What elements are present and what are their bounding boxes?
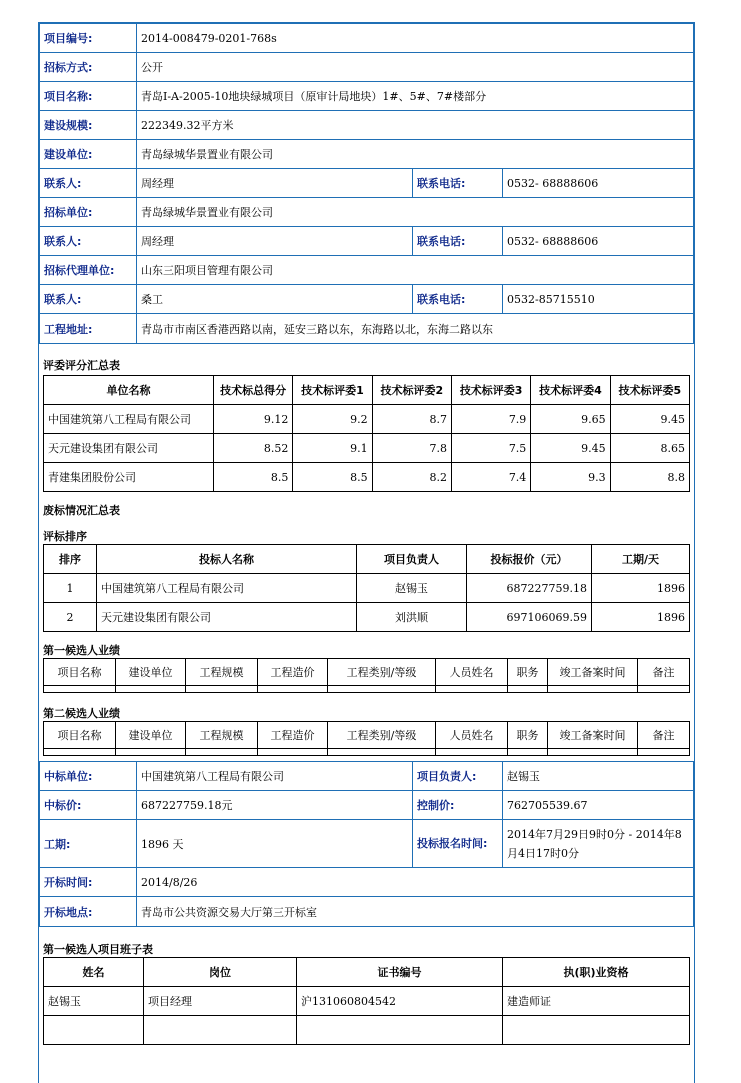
ranking-cell: 刘洪顺	[357, 603, 467, 632]
score-header: 技术标评委1	[293, 376, 372, 405]
score-cell: 9.1	[293, 434, 372, 463]
score-cell: 7.4	[451, 463, 530, 492]
contact-label: 联系人:	[40, 227, 137, 256]
winner-table	[39, 761, 694, 927]
ranking-cell: 天元建设集团有限公司	[97, 603, 357, 632]
score-cell: 8.7	[372, 405, 451, 434]
score-cell: 9.45	[531, 434, 610, 463]
team-cell: 项目经理	[144, 987, 297, 1016]
winner-unit: 中国建筑第八工程局有限公司	[137, 762, 413, 791]
page-frame	[38, 22, 695, 1083]
score-summary-title: 评委评分汇总表	[43, 359, 120, 372]
ranking-header: 项目负责人	[357, 545, 467, 574]
open-place: 青岛市公共资源交易大厅第三开标室	[137, 897, 694, 927]
team-cell: 赵锡玉	[44, 987, 144, 1016]
ranking-cell: 2	[44, 603, 97, 632]
team-cell	[503, 1016, 690, 1045]
ranking-cell: 赵锡玉	[357, 574, 467, 603]
score-cell: 天元建设集团有限公司	[44, 434, 214, 463]
score-cell: 8.5	[293, 463, 372, 492]
team-table	[43, 957, 690, 1045]
perf1-header: 工程类别/等级	[328, 659, 436, 686]
score-header: 技术标评委2	[372, 376, 451, 405]
ranking-header: 排序	[44, 545, 97, 574]
bid-method-label: 招标方式:	[40, 53, 137, 82]
control-price: 762705539.67	[503, 791, 694, 820]
perf2-header: 竣工备案时间	[548, 722, 638, 749]
project-name: 青岛I-A-2005-10地块绿城项目（原审计局地块）1#、5#、7#楼部分	[137, 82, 694, 111]
win-price-label: 中标价:	[40, 791, 137, 820]
perf2-header: 职务	[508, 722, 548, 749]
score-header: 技术标总得分	[214, 376, 293, 405]
score-row	[44, 463, 690, 492]
team-row	[44, 987, 690, 1016]
ranking-cell: 中国建筑第八工程局有限公司	[97, 574, 357, 603]
leader: 赵锡玉	[503, 762, 694, 791]
score-cell: 7.9	[451, 405, 530, 434]
build-scale: 222349.32平方米	[137, 111, 694, 140]
score-cell: 青建集团股份公司	[44, 463, 214, 492]
perf1-header: 竣工备案时间	[548, 659, 638, 686]
ranking-cell: 1896	[592, 603, 690, 632]
ranking-title: 评标排序	[43, 530, 87, 543]
team-header: 姓名	[44, 958, 144, 987]
team-cell	[44, 1016, 144, 1045]
ranking-cell: 687227759.18	[467, 574, 592, 603]
waste-summary-title: 废标情况汇总表	[43, 504, 120, 517]
perf1-header: 工程造价	[258, 659, 328, 686]
score-cell: 9.65	[531, 405, 610, 434]
address-label: 工程地址:	[40, 314, 137, 344]
ranking-table	[43, 544, 690, 632]
score-cell: 7.8	[372, 434, 451, 463]
team-header: 执(职)业资格	[503, 958, 690, 987]
team-header: 岗位	[144, 958, 297, 987]
bid-method: 公开	[137, 53, 694, 82]
ranking-row	[44, 603, 690, 632]
contact-name: 周经理	[137, 227, 413, 256]
perf2-header: 工程造价	[258, 722, 328, 749]
win-price: 687227759.18元	[137, 791, 413, 820]
score-cell: 9.3	[531, 463, 610, 492]
perf1-header: 职务	[508, 659, 548, 686]
perf1-header: 建设单位	[116, 659, 186, 686]
perf2-header: 备注	[638, 722, 690, 749]
phone-label: 联系电话:	[413, 227, 503, 256]
ranking-row	[44, 574, 690, 603]
contact-name: 周经理	[137, 169, 413, 198]
team-cell	[297, 1016, 503, 1045]
perf2-table	[43, 721, 690, 756]
tenderer: 青岛绿城华景置业有限公司	[137, 198, 694, 227]
perf1-header: 备注	[638, 659, 690, 686]
phone: 0532- 68888606	[503, 169, 694, 198]
open-time-label: 开标时间:	[40, 868, 137, 897]
perf1-table	[43, 658, 690, 693]
signup-time: 2014年7月29日9时0分 - 2014年8月4日17时0分	[503, 820, 694, 868]
team-row	[44, 1016, 690, 1045]
team-cell	[144, 1016, 297, 1045]
project-info-table	[39, 23, 694, 344]
project-name-label: 项目名称:	[40, 82, 137, 111]
score-row	[44, 434, 690, 463]
ranking-header: 工期/天	[592, 545, 690, 574]
ranking-cell: 1896	[592, 574, 690, 603]
phone-label: 联系电话:	[413, 169, 503, 198]
signup-time-label: 投标报名时间:	[413, 820, 503, 868]
open-place-label: 开标地点:	[40, 897, 137, 927]
leader-label: 项目负责人:	[413, 762, 503, 791]
perf2-header: 工程规模	[186, 722, 258, 749]
score-header: 技术标评委3	[451, 376, 530, 405]
ranking-header: 投标报价（元）	[467, 545, 592, 574]
score-summary-table	[43, 375, 690, 492]
control-price-label: 控制价:	[413, 791, 503, 820]
score-cell: 9.12	[214, 405, 293, 434]
score-cell: 8.65	[610, 434, 689, 463]
ranking-header: 投标人名称	[97, 545, 357, 574]
builder-label: 建设单位:	[40, 140, 137, 169]
team-header: 证书编号	[297, 958, 503, 987]
phone: 0532- 68888606	[503, 227, 694, 256]
period: 1896 天	[137, 820, 413, 868]
perf1-title: 第一候选人业绩	[43, 644, 120, 657]
open-time: 2014/8/26	[137, 868, 694, 897]
perf1-header: 项目名称	[44, 659, 116, 686]
perf2-title: 第二候选人业绩	[43, 707, 120, 720]
perf2-header: 人员姓名	[436, 722, 508, 749]
score-cell: 8.5	[214, 463, 293, 492]
score-cell: 9.2	[293, 405, 372, 434]
project-code-label: 项目编号:	[40, 24, 137, 53]
score-header: 技术标评委4	[531, 376, 610, 405]
team-cell: 建造师证	[503, 987, 690, 1016]
perf2-header: 项目名称	[44, 722, 116, 749]
ranking-cell: 1	[44, 574, 97, 603]
tenderer-label: 招标单位:	[40, 198, 137, 227]
build-scale-label: 建设规模:	[40, 111, 137, 140]
score-row	[44, 405, 690, 434]
team-title: 第一候选人项目班子表	[43, 943, 153, 956]
contact-label: 联系人:	[40, 169, 137, 198]
score-header: 技术标评委5	[610, 376, 689, 405]
agent: 山东三阳项目管理有限公司	[137, 256, 694, 285]
score-cell: 8.2	[372, 463, 451, 492]
phone: 0532-85715510	[503, 285, 694, 314]
contact-label: 联系人:	[40, 285, 137, 314]
score-cell: 中国建筑第八工程局有限公司	[44, 405, 214, 434]
project-code: 2014-008479-0201-768s	[137, 24, 694, 53]
period-label: 工期:	[40, 820, 137, 868]
agent-label: 招标代理单位:	[40, 256, 137, 285]
perf1-header: 工程规模	[186, 659, 258, 686]
score-cell: 8.8	[610, 463, 689, 492]
perf2-header: 工程类别/等级	[328, 722, 436, 749]
score-cell: 9.45	[610, 405, 689, 434]
phone-label: 联系电话:	[413, 285, 503, 314]
score-cell: 7.5	[451, 434, 530, 463]
team-cell: 沪131060804542	[297, 987, 503, 1016]
ranking-cell: 697106069.59	[467, 603, 592, 632]
contact-name: 桑工	[137, 285, 413, 314]
address: 青岛市市南区香港西路以南，延安三路以东，东海路以北，东海二路以东	[137, 314, 694, 344]
score-header: 单位名称	[44, 376, 214, 405]
builder: 青岛绿城华景置业有限公司	[137, 140, 694, 169]
score-cell: 8.52	[214, 434, 293, 463]
perf1-header: 人员姓名	[436, 659, 508, 686]
winner-unit-label: 中标单位:	[40, 762, 137, 791]
perf2-header: 建设单位	[116, 722, 186, 749]
